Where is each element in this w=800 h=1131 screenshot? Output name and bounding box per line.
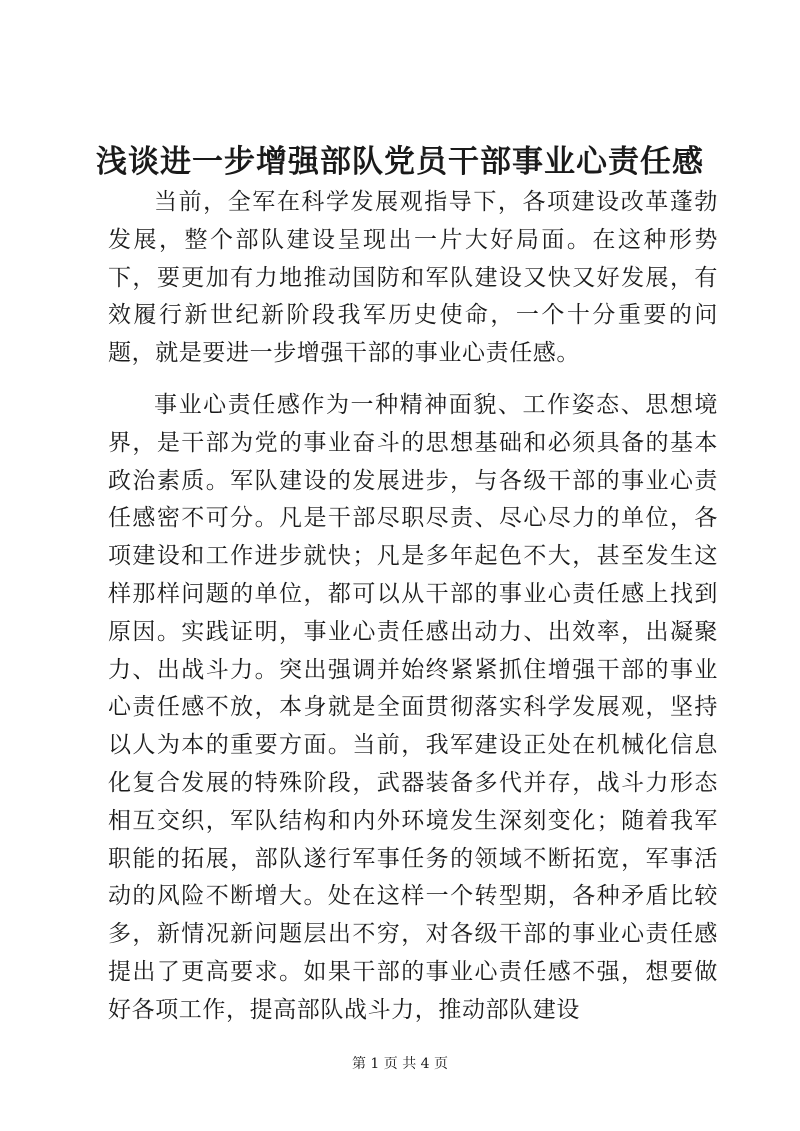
page-footer: 第 1 页 共 4 页: [351, 1056, 449, 1072]
paragraph-main: 事业心责任感作为一种精神面貌、工作姿态、思想境界，是干部为党的事业奋斗的思想基础和必须具备的基本政治素质。军队建设的发展进步，与各级干部的事业心责任感密不可分。凡是干部尽职尽责、尽心尽力的单位，各项建设和工作进步就快；凡是多年起色不大，甚至发生这样那样问题的单位，都可以从干部的事业心责任感上找到原因。实践证明，事业心责任感出动力、出效率，出凝聚力、出战斗力。突出强调并始终紧紧抓住增强干部的事业心责任感不放，本身就是全面贯彻落实科学发展观，坚持以人为本的重要方面。当前，我军建设正处在机械化信息化复合发展的特殊阶段，武器装备多代并存，战斗力形态相互交织，军队结构和内外环境发生深刻变化；随着我军职能的拓展，部队遂行军事任务的领域不断拓宽，军事活动的风险不断增大。处在这样一个转型期，各种矛盾比较多，新情况新问题层出不穷，对各级干部的事业心责任感提出了更高要求。如果干部的事业心责任感不强，想要做好各项工作，提高部队战斗力，推动部队建设: [108, 391, 718, 1023]
document-title: 浅谈进一步增强部队党员干部事业心责任感: [96, 144, 704, 180]
document-body: [108, 184, 718, 1030]
paragraph-intro: 当前，全军在科学发展观指导下，各项建设改革蓬勃发展，整个部队建设呈现出一片大好局面。在这种形势下，要更加有力地推动国防和军队建设又快又好发展，有效履行新世纪新阶段我军历史使命，一个十分重要的问题，就是要进一步增强干部的事业心责任感。: [108, 189, 718, 367]
